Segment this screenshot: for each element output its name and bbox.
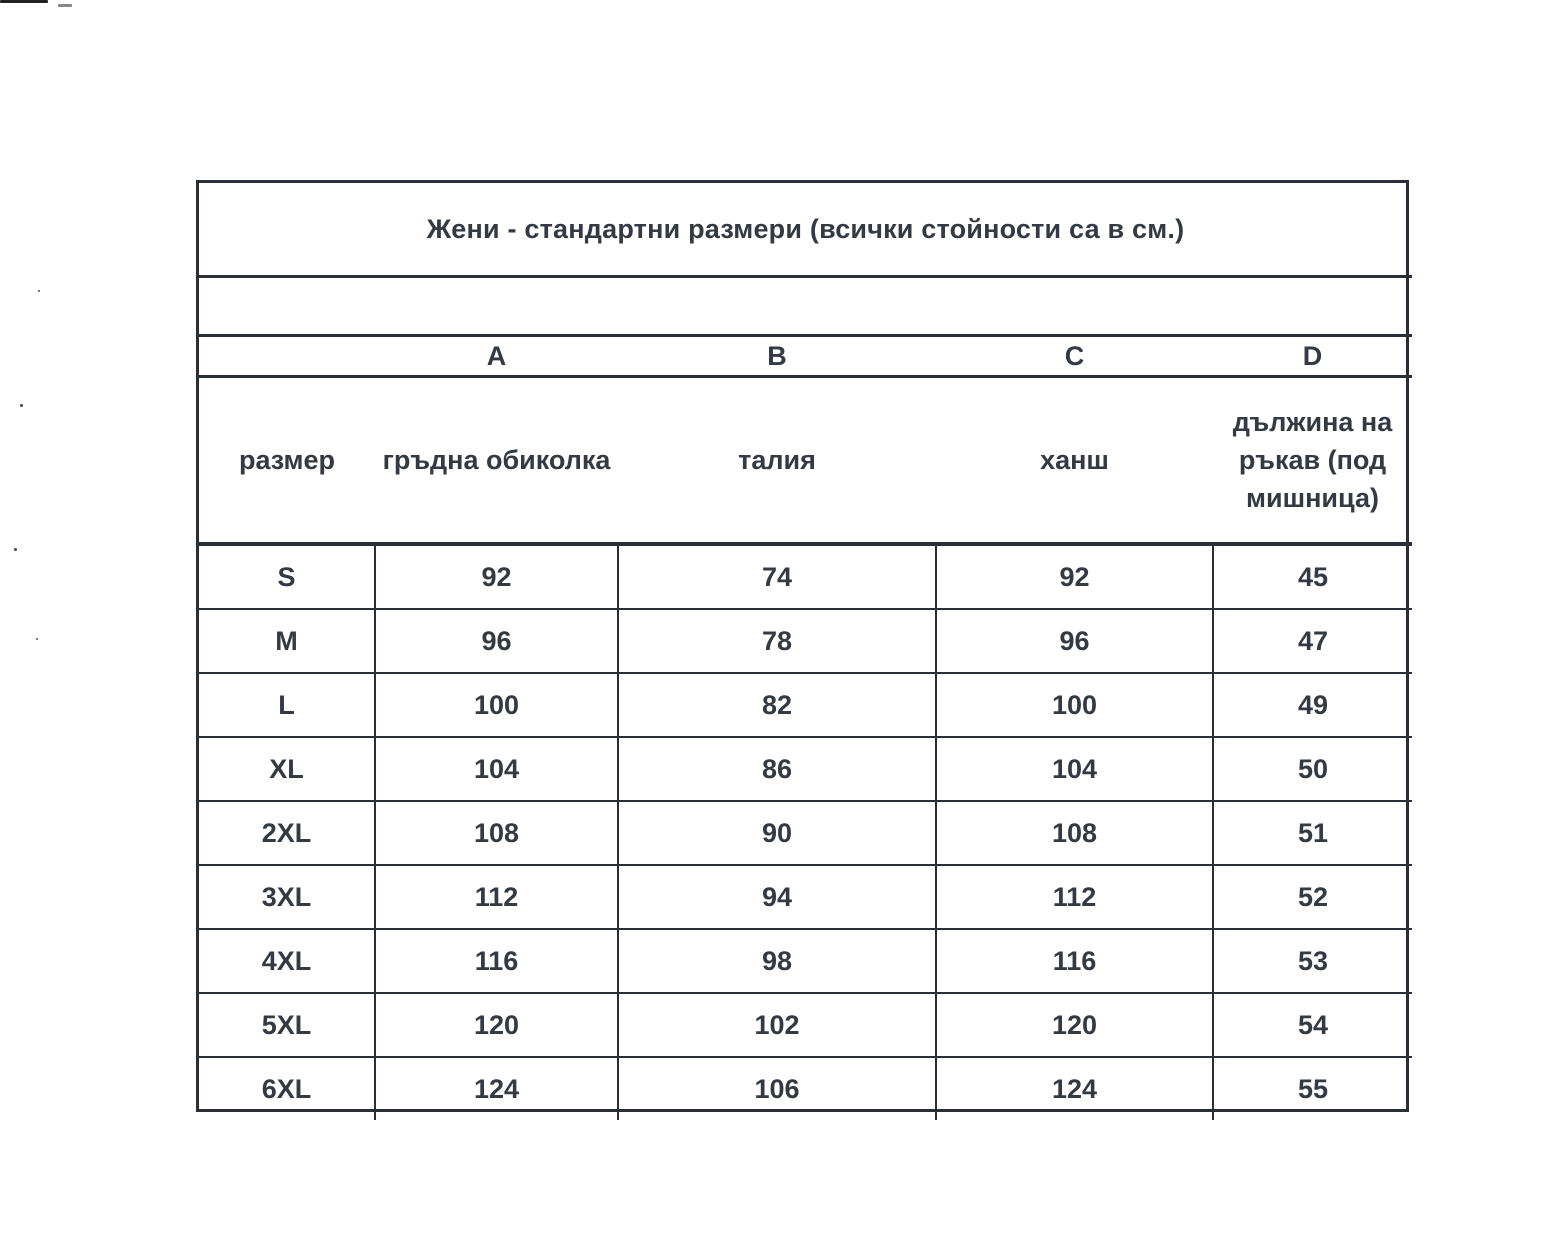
sleeve-cell: 53: [1213, 929, 1412, 993]
waist-cell: 86: [618, 737, 936, 801]
chest-cell: 92: [375, 544, 618, 609]
column-header-size: размер: [199, 377, 375, 545]
table-row: [199, 801, 1412, 865]
chest-cell: 108: [375, 801, 618, 865]
column-header-waist: талия: [618, 377, 936, 545]
hips-cell: 120: [936, 993, 1213, 1057]
waist-cell: 90: [618, 801, 936, 865]
table-row: [199, 544, 1412, 609]
waist-cell: 78: [618, 609, 936, 673]
hips-cell: 116: [936, 929, 1213, 993]
column-letter: C: [936, 336, 1213, 377]
size-cell: S: [199, 544, 375, 609]
table-row: [199, 609, 1412, 673]
chest-cell: 112: [375, 865, 618, 929]
waist-cell: 94: [618, 865, 936, 929]
chest-cell: 116: [375, 929, 618, 993]
size-cell: L: [199, 673, 375, 737]
sleeve-cell: 51: [1213, 801, 1412, 865]
size-table: [199, 183, 1412, 1120]
waist-cell: 82: [618, 673, 936, 737]
table-row: [199, 737, 1412, 801]
hips-cell: 100: [936, 673, 1213, 737]
column-letter-row: [199, 336, 1412, 377]
column-letter: B: [618, 336, 936, 377]
size-cell: 5XL: [199, 993, 375, 1057]
scan-artifact: [38, 290, 40, 292]
waist-cell: 74: [618, 544, 936, 609]
size-cell: 3XL: [199, 865, 375, 929]
sleeve-cell: 52: [1213, 865, 1412, 929]
column-letter: A: [375, 336, 618, 377]
size-cell: XL: [199, 737, 375, 801]
waist-cell: 98: [618, 929, 936, 993]
blank-row: [199, 277, 1412, 336]
size-cell: 6XL: [199, 1057, 375, 1120]
size-cell: M: [199, 609, 375, 673]
sleeve-cell: 55: [1213, 1057, 1412, 1120]
table-row: [199, 1057, 1412, 1120]
size-cell: 4XL: [199, 929, 375, 993]
table-row: [199, 865, 1412, 929]
chest-cell: 96: [375, 609, 618, 673]
hips-cell: 92: [936, 544, 1213, 609]
chest-cell: 100: [375, 673, 618, 737]
hips-cell: 124: [936, 1057, 1213, 1120]
scan-artifact: [58, 4, 72, 7]
scan-artifact: [20, 404, 23, 407]
sleeve-cell: 45: [1213, 544, 1412, 609]
column-header-hips: ханш: [936, 377, 1213, 545]
table-row: [199, 929, 1412, 993]
column-letter: [199, 336, 375, 377]
chest-cell: 124: [375, 1057, 618, 1120]
blank-cell: [199, 277, 1412, 336]
chest-cell: 120: [375, 993, 618, 1057]
sleeve-cell: 47: [1213, 609, 1412, 673]
table-row: [199, 993, 1412, 1057]
column-header-row: [199, 377, 1412, 545]
scan-artifact: [14, 548, 17, 551]
hips-cell: 104: [936, 737, 1213, 801]
table-row: [199, 673, 1412, 737]
size-chart: [196, 180, 1409, 1112]
table-title: Жени - стандартни размери (всички стойности са в см.): [199, 183, 1412, 277]
scan-artifact: [0, 0, 48, 3]
column-header-sleeve: дължина на ръкав (под мишница): [1213, 377, 1412, 545]
size-cell: 2XL: [199, 801, 375, 865]
waist-cell: 106: [618, 1057, 936, 1120]
chest-cell: 104: [375, 737, 618, 801]
scan-artifact: [36, 638, 38, 640]
title-row: [199, 183, 1412, 277]
hips-cell: 112: [936, 865, 1213, 929]
column-header-chest: гръдна обиколка: [375, 377, 618, 545]
hips-cell: 96: [936, 609, 1213, 673]
waist-cell: 102: [618, 993, 936, 1057]
sleeve-cell: 50: [1213, 737, 1412, 801]
column-letter: D: [1213, 336, 1412, 377]
hips-cell: 108: [936, 801, 1213, 865]
sleeve-cell: 54: [1213, 993, 1412, 1057]
sleeve-cell: 49: [1213, 673, 1412, 737]
